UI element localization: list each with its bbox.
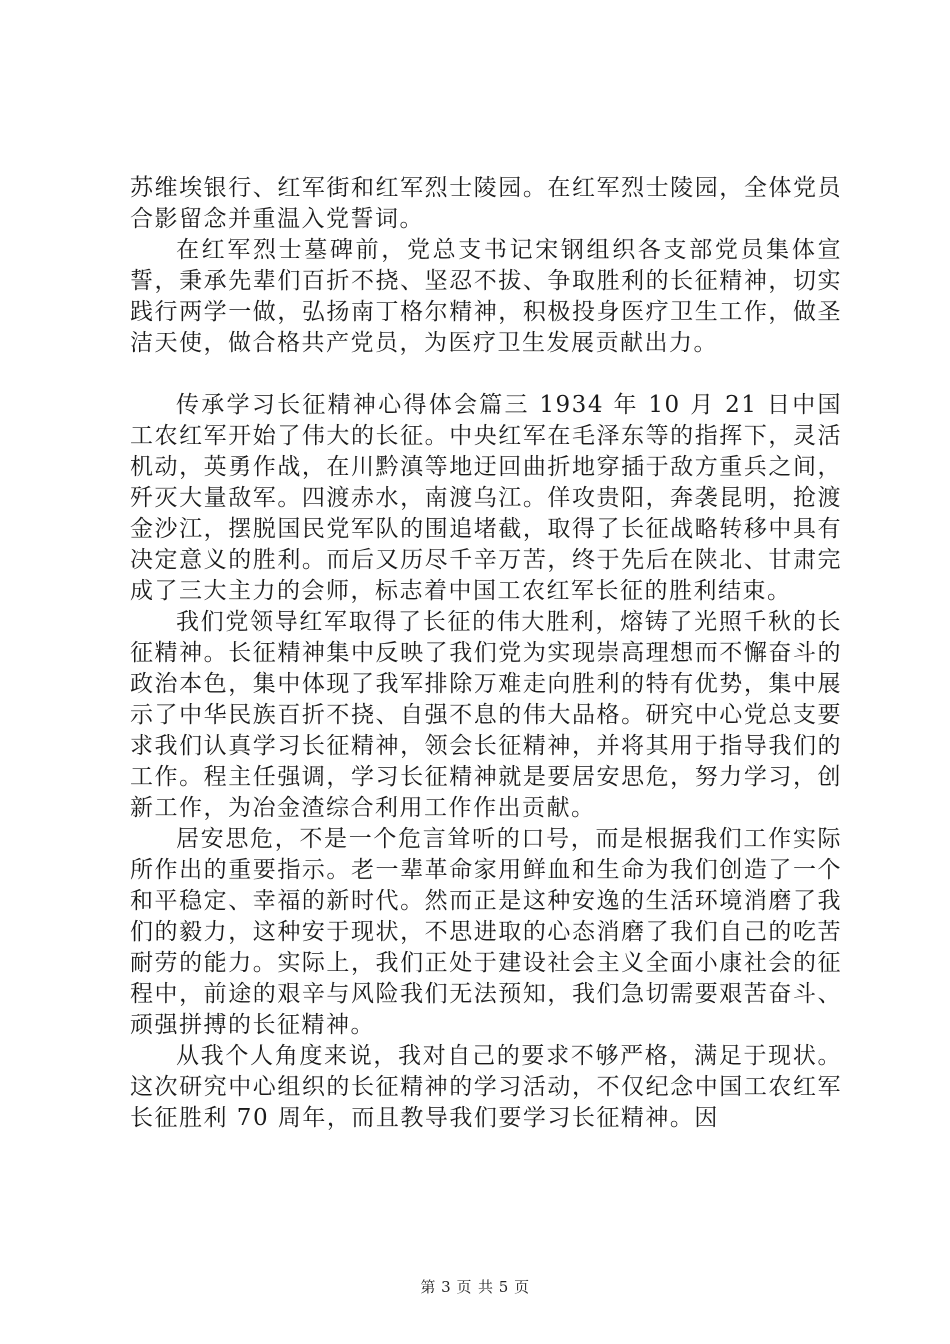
- page-total: 共 5 页: [478, 1278, 530, 1296]
- paragraph-long-march-spirit: 我们党领导红军取得了长征的伟大胜利，熔铸了光照千秋的长征精神。长征精神集中反映了我们党为实现崇高理想而不懈奋斗的政治本色，集中体现了我军排除万难走向胜利的特有优势，集中展示了中华民族百折不挠、自强不息的伟大品格。研究中心党总支要求我们认真学习长征精神，领会长征精神，并将其用于指导我们的工作。程主任强调，学习长征精神就是要居安思危，努力学习，创新工作，为冶金渣综合利用工作作出贡献。: [130, 609, 842, 821]
- page-footer: [0, 1276, 950, 1297]
- document-body: [130, 173, 842, 1134]
- paragraph-continued: 苏维埃银行、红军街和红军烈士陵园。在红军烈士陵园，全体党员合影留念并重温入党誓词。: [130, 175, 842, 232]
- page-number: 第 3 页: [420, 1278, 472, 1296]
- paragraph-oath: 在红军烈士墓碑前，党总支书记宋钢组织各支部党员集体宣誓，秉承先辈们百折不挠、坚忍不拔、争取胜利的长征精神，切实践行两学一做，弘扬南丁格尔精神，积极投身医疗卫生工作，做圣洁天使，做合格共产党员，为医疗卫生发展贡献出力。: [130, 237, 842, 356]
- paragraph-personal: 从我个人角度来说，我对自己的要求不够严格，满足于现状。这次研究中心组织的长征精神的学习活动，不仅纪念中国工农红军长征胜利 70 周年，而且教导我们要学习长征精神。因: [130, 1043, 842, 1131]
- paragraph-essay-three: 传承学习长征精神心得体会篇三 1934 年 10 月 21 日中国工农红军开始了伟大的长征。中央红军在毛泽东等的指挥下，灵活机动，英勇作战，在川黔滇等地迂回曲折地穿插于敌方重兵之间，歼灭大量敌军。四渡赤水，南渡乌江。佯攻贵阳，奔袭昆明，抢渡金沙江，摆脱国民党军队的围追堵截，取得了长征战略转移中具有决定意义的胜利。而后又历尽千辛万苦，终于先后在陕北、甘肃完成了三大主力的会师，标志着中国工农红军长征的胜利结束。: [130, 392, 842, 604]
- paragraph-vigilance: 居安思危，不是一个危言耸听的口号，而是根据我们工作实际所作出的重要指示。老一辈革命家用鲜血和生命为我们创造了一个和平稳定、幸福的新时代。然而正是这种安逸的生活环境消磨了我们的毅力，这种安于现状，不思进取的心态消磨了我们自己的吃苦耐劳的能力。实际上，我们正处于建设社会主义全面小康社会的征程中，前途的艰辛与风险我们无法预知，我们急切需要艰苦奋斗、顽强拼搏的长征精神。: [130, 826, 842, 1038]
